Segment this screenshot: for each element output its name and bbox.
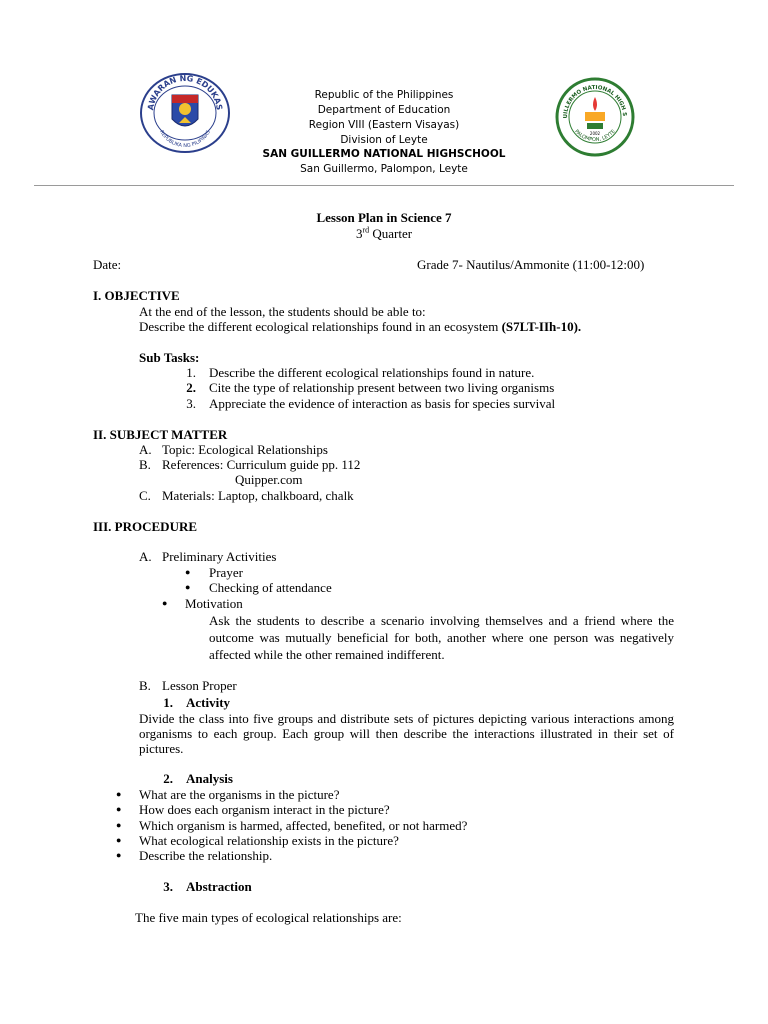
- procedure-heading: III. PROCEDURE: [93, 519, 198, 534]
- date-label: Date:: [93, 257, 122, 272]
- objective-description: Describe the different ecological relationships found in an ecosystem (S7LT-IIh-10).: [139, 319, 582, 334]
- header-republic: Republic of the Philippines: [314, 89, 454, 101]
- school-seal-logo: [555, 77, 635, 157]
- header-divider: [34, 185, 734, 186]
- svg-text:REPUBLIKA NG PILIPINAS: REPUBLIKA NG PILIPINAS: [158, 129, 212, 150]
- header-division: Division of Leyte: [340, 134, 428, 146]
- svg-text:PALOMPON, LEYTE: PALOMPON, LEYTE: [573, 128, 617, 144]
- activity-text: Divide the class into five groups and distribute sets of pictures depicting various interactions among organisms to each group. Each group will then describe the interactions illustrated in their set of pictures.: [139, 711, 674, 756]
- abstraction-text: The five main types of ecological relationships are:: [135, 910, 402, 925]
- deped-seal-logo: [139, 73, 231, 153]
- lesson-title: Lesson Plan in Science 7: [316, 210, 452, 225]
- objective-intro: At the end of the lesson, the students should be able to:: [139, 304, 426, 319]
- svg-text:2002: 2002: [589, 131, 601, 136]
- header-department: Department of Education: [317, 104, 451, 116]
- subject-heading: II. SUBJECT MATTER: [93, 427, 228, 442]
- header-region: Region VIII (Eastern Visayas): [308, 119, 460, 131]
- svg-text:SAN GUILLERMO NATIONAL HIGH SC: UILLERMO NATIONAL HIGH S: [562, 84, 628, 119]
- lesson-quarter: 3rd Quarter: [355, 225, 413, 241]
- svg-text:KAGAWARAN NG EDUKASYON: AWARAN NG EDUKAS: [146, 73, 224, 111]
- subtasks-heading: Sub Tasks:: [139, 350, 200, 365]
- header-school-name: SAN GUILLERMO NATIONAL HIGHSCHOOL: [262, 148, 506, 160]
- header-address: San Guillermo, Palompon, Leyte: [300, 163, 468, 175]
- subject-reference-quipper: Quipper.com: [235, 472, 303, 487]
- objective-heading: I. OBJECTIVE: [93, 288, 180, 303]
- grade-info: Grade 7- Nautilus/Ammonite (11:00-12:00): [417, 257, 645, 272]
- motivation-text: Ask the students to describe a scenario involving themselves and a friend where the outcome was mutually beneficial for both, another where one person was negatively affected while the other remained indifferent.: [209, 613, 674, 662]
